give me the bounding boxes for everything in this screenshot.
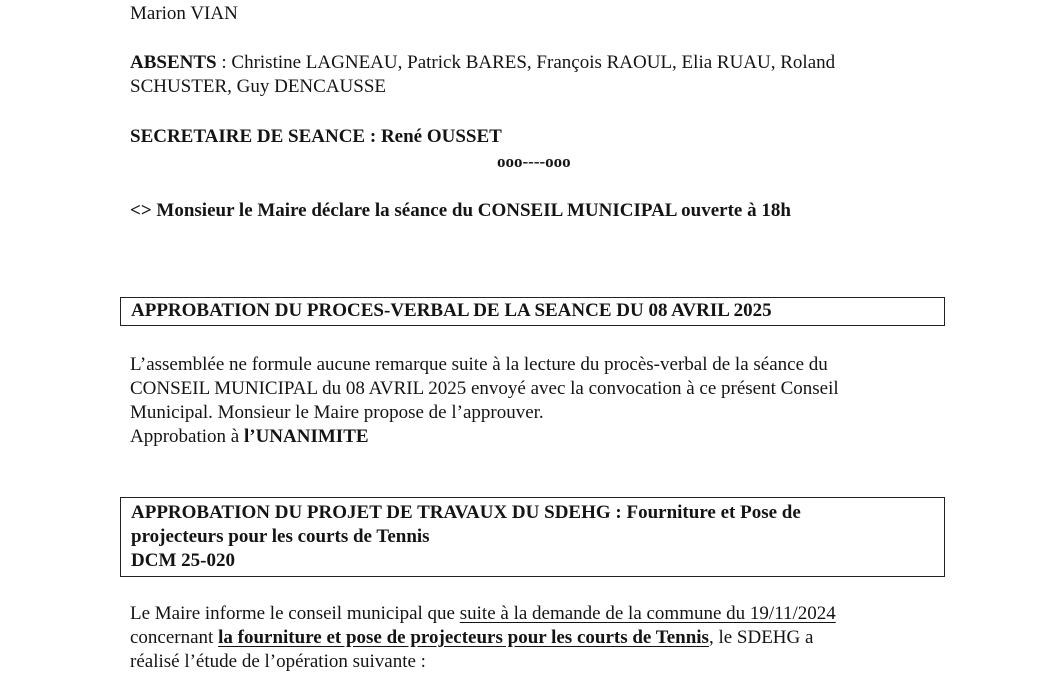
secretaire-line <box>130 125 502 149</box>
p2-underlined-bold: la fourniture et pose de projecteurs pour les courts de Tennis <box>218 627 709 648</box>
section-1-title-box <box>120 297 945 326</box>
p1-start: Le Maire informe le conseil municipal que <box>130 603 460 624</box>
section-2-title-line-1: APPROBATION DU PROJET DE TRAVAUX DU SDEHG : Fourniture et Pose de <box>131 502 801 523</box>
section-2-title-box <box>120 497 945 577</box>
approval-result: l’UNANIMITE <box>243 426 369 447</box>
secretaire-name: René OUSSET <box>380 126 502 147</box>
absents-line-2: SCHUSTER, Guy DENCAUSSE <box>130 76 387 97</box>
absents-names-1: Christine LAGNEAU, Patrick BARES, François RAOUL, Elia RUAU, Roland <box>231 52 836 73</box>
section-2-dcm: DCM 25-020 <box>131 550 235 571</box>
absents-label: ABSENTS <box>130 52 217 73</box>
section-1-text-line-3: Municipal. Monsieur le Maire propose de l’approuver. <box>130 402 544 423</box>
section-1-approval <box>130 425 369 449</box>
absents-line-1 <box>130 51 835 75</box>
section-1-title: APPROBATION DU PROCES-VERBAL DE LA SEANCE DU 08 AVRIL 2025 <box>131 300 772 321</box>
separator: ooo----ooo <box>497 152 571 171</box>
secretaire-label: SECRETAIRE DE SEANCE : <box>130 126 381 147</box>
p2-start: concernant <box>130 627 219 648</box>
opening-statement: <> Monsieur le Maire déclare la séance du CONSEIL MUNICIPAL ouverte à 18h <box>130 200 791 221</box>
p1-underlined: suite à la demande de la commune du 19/11/2024 <box>459 603 836 624</box>
section-1-text-line-2: CONSEIL MUNICIPAL du 08 AVRIL 2025 envoyé avec la convocation à ce présent Conseil <box>130 378 839 399</box>
section-2-title-line-2: projecteurs pour les courts de Tennis <box>131 526 430 547</box>
section-2-text-line-3: réalisé l’étude de l’opération suivante : <box>130 651 426 672</box>
present-members-tail: Marion VIAN <box>130 3 238 24</box>
section-1-text-line-1: L’assemblée ne formule aucune remarque suite à la lecture du procès-verbal de la séance du <box>130 354 828 375</box>
section-2-text-line-1 <box>130 602 836 626</box>
p2-end: , le SDEHG a <box>708 627 814 648</box>
approval-prefix: Approbation à <box>130 426 244 447</box>
absents-separator: : <box>216 52 232 73</box>
section-2-text-line-2 <box>130 626 813 650</box>
